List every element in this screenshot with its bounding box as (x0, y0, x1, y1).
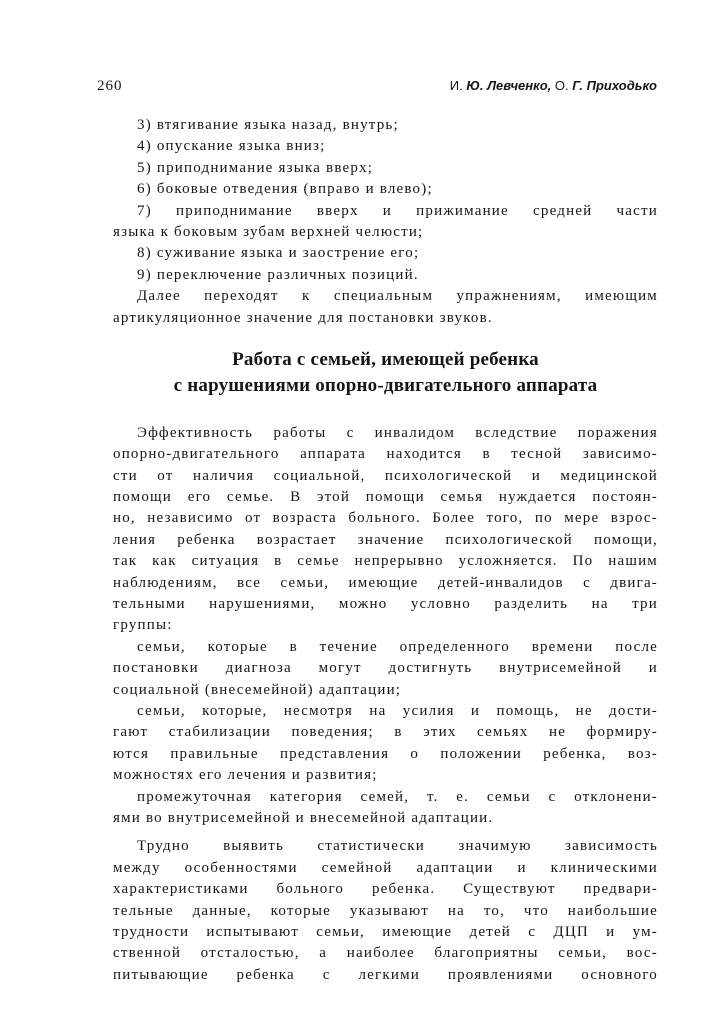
text-line: языка к боковым зубам верхней челюсти; (113, 223, 424, 240)
text-line: артикуляционное значение для постановки звуков. (113, 309, 493, 326)
text-line: помощи его семье. В этой помощи семья нуждается постоян- (113, 489, 658, 506)
text-line: наблюдениям, все семьи, имеющие детей-инвалидов с двига- (113, 574, 658, 591)
section-heading-line: с нарушениями опорно-двигательного аппарата (173, 374, 598, 396)
text-line: семьи, которые, несмотря на усилия и помощь, не дости- (137, 702, 658, 719)
text-line: 5) приподнимание языка вверх; (137, 159, 374, 176)
text-line: тельные данные, которые указывают на то, что наибольшие (113, 902, 658, 919)
text-line: гают стабилизации поведения; в этих семьях не формиру- (113, 724, 658, 741)
text-line: семьи, которые в течение определенного времени после (137, 638, 658, 655)
author1-initial: И. (449, 78, 463, 93)
text-line: питывающие ребенка с легкими проявлениями основного (113, 966, 658, 983)
page-body (113, 115, 658, 986)
text-line: сти от наличия социальной, психологической и медицинской (113, 467, 658, 484)
running-head-authors (450, 78, 657, 93)
text-line: Трудно выявить статистически значимую зависимость (137, 838, 658, 855)
text-line: 3) втягивание языка назад, внутрь; (137, 117, 399, 133)
text-line: 8) суживание языка и заострение его; (137, 245, 420, 262)
section-heading-line: Работа с семьей, имеющей ребенка (232, 348, 539, 370)
text-line: Эффективность работы с инвалидом вследствие поражения (137, 424, 658, 441)
text-line: характеристиками больного ребенка. Существуют предвари- (113, 881, 658, 898)
text-line: тельными нарушениями, можно условно разделить на три (113, 596, 658, 613)
text-line: 7) приподнимание вверх и прижимание средней части (137, 202, 658, 219)
text-line: социальной (внесемейной) адаптации; (113, 681, 402, 698)
text-line: можностях его лечения и развития; (113, 767, 378, 784)
text-line: ственной отсталостью, а наиболее благоприятны семьи, вос- (113, 945, 658, 962)
page-number: 260 (97, 78, 123, 94)
author2-initial: О. (554, 78, 569, 93)
text-line: ями во внутрисемейной и внесемейной адаптации. (113, 809, 494, 826)
text-line: так как ситуация в семье непрерывно усложняется. По нашим (113, 553, 658, 570)
running-header (95, 78, 657, 100)
text-line: группы: (113, 617, 173, 634)
text-line: 6) боковые отведения (вправо и влево); (137, 181, 433, 198)
text-line: промежуточная категория семей, т. е. семьи с отклонени- (137, 788, 658, 805)
text-line: но, независимо от возраста больного. Более того, по мере взрос- (113, 510, 658, 527)
text-line: Далее переходят к специальным упражнениям, имеющим (137, 288, 658, 305)
text-line: ления ребенка возрастает значение психологической помощи, (113, 531, 658, 548)
text-line: 4) опускание языка вниз; (137, 138, 326, 155)
text-line: 9) переключение различных позиций. (137, 266, 419, 283)
text-line: постановки диагноза могут достигнуть внутрисемейной и (113, 660, 658, 677)
author2-name: Г. Приходько (572, 78, 657, 93)
text-line: трудности испытывают семьи, имеющие детей с ДЦП и ум- (113, 923, 658, 940)
text-line: между особенностями семейной адаптации и клиническими (113, 859, 658, 876)
text-line: опорно-двигательного аппарата находится в тесной зависимо- (113, 446, 658, 463)
text-line: ются правильные представления о положении ребенка, воз- (113, 745, 658, 762)
author1-name: Ю. Левченко, (466, 78, 552, 93)
section-heading (113, 347, 658, 399)
